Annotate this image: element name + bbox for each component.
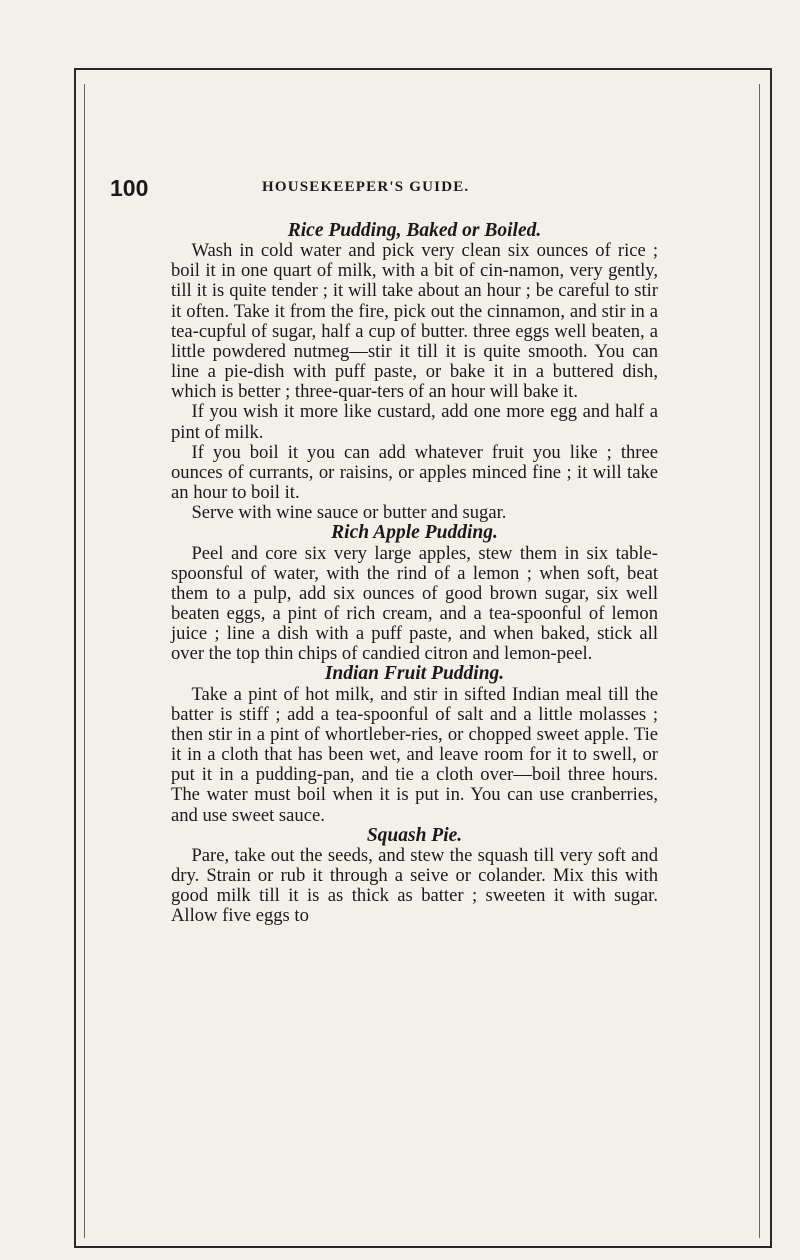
recipe-paragraph: Serve with wine sauce or butter and sugar.	[191, 502, 507, 524]
recipe-indian-fruit-pudding	[171, 664, 658, 825]
recipe-title: Squash Pie.	[366, 824, 463, 846]
recipe-rich-apple-pudding	[171, 523, 658, 664]
recipe-paragraph: Pare, take out the seeds, and stew the squash till very soft and dry. Strain or rub it through a seive or colander. Mix this with good milk till it is as thick as batter ; sweeten it with sugar. Allow five eggs to	[171, 844, 658, 927]
recipe-paragraph: If you boil it you can add whatever fruit you like ; three ounces of currants, or raisins, or apples minced fine ; it will take an hour to boil it.	[171, 441, 658, 504]
recipe-paragraph: Peel and core six very large apples, stew them in six table-spoonsful of water, with the rind of a lemon ; when soft, beat them to a pulp, add six ounces of good brown sugar, six well beaten eggs, a pint of rich cream, and a tea-spoonful of lemon juice ; line a dish with a puff paste, and when baked, stick all over the top thin chips of candied citron and lemon-peel.	[171, 542, 658, 665]
recipe-title: Rice Pudding, Baked or Boiled.	[287, 220, 542, 241]
recipe-squash-pie	[171, 826, 658, 927]
recipe-title: Indian Fruit Pudding.	[324, 663, 505, 685]
page-number: 100	[110, 175, 149, 201]
recipe-title: Rich Apple Pudding.	[331, 522, 498, 544]
page-body	[171, 221, 658, 926]
running-head: HOUSEKEEPER'S GUIDE.	[262, 179, 470, 195]
page-header	[110, 175, 670, 207]
recipe-paragraph: Wash in cold water and pick very clean six ounces of rice ; boil it in one quart of milk, with a bit of cin-namon, very gently, till it is quite tender ; it will take about an hour ; be careful to stir it often. Take it from the fire, pick out the cinnamon, and stir in a tea-cupful of sugar, half a cup of butter. three eggs well beaten, a little powdered nutmeg—stir it till it is quite smooth. You can line a pie-dish with puff paste, or bake it in a buttered dish, which is better ; three-quar-ters of an hour will bake it.	[171, 240, 658, 403]
recipe-paragraph: Take a pint of hot milk, and stir in sifted Indian meal till the batter is stiff ; add a tea-spoonful of salt and a little molasses ; then stir in a pint of whortleber-ries, or chopped sweet apple. Tie it in a cloth that has been wet, and leave room for it to swell, or put it in a pudding-pan, and tie a cloth over—boil three hours. The water must boil when it is put in. You can use cranberries, and use sweet sauce.	[171, 683, 658, 826]
recipe-paragraph: If you wish it more like custard, add one more egg and half a pint of milk.	[171, 401, 658, 443]
recipe-rice-pudding	[171, 221, 658, 523]
